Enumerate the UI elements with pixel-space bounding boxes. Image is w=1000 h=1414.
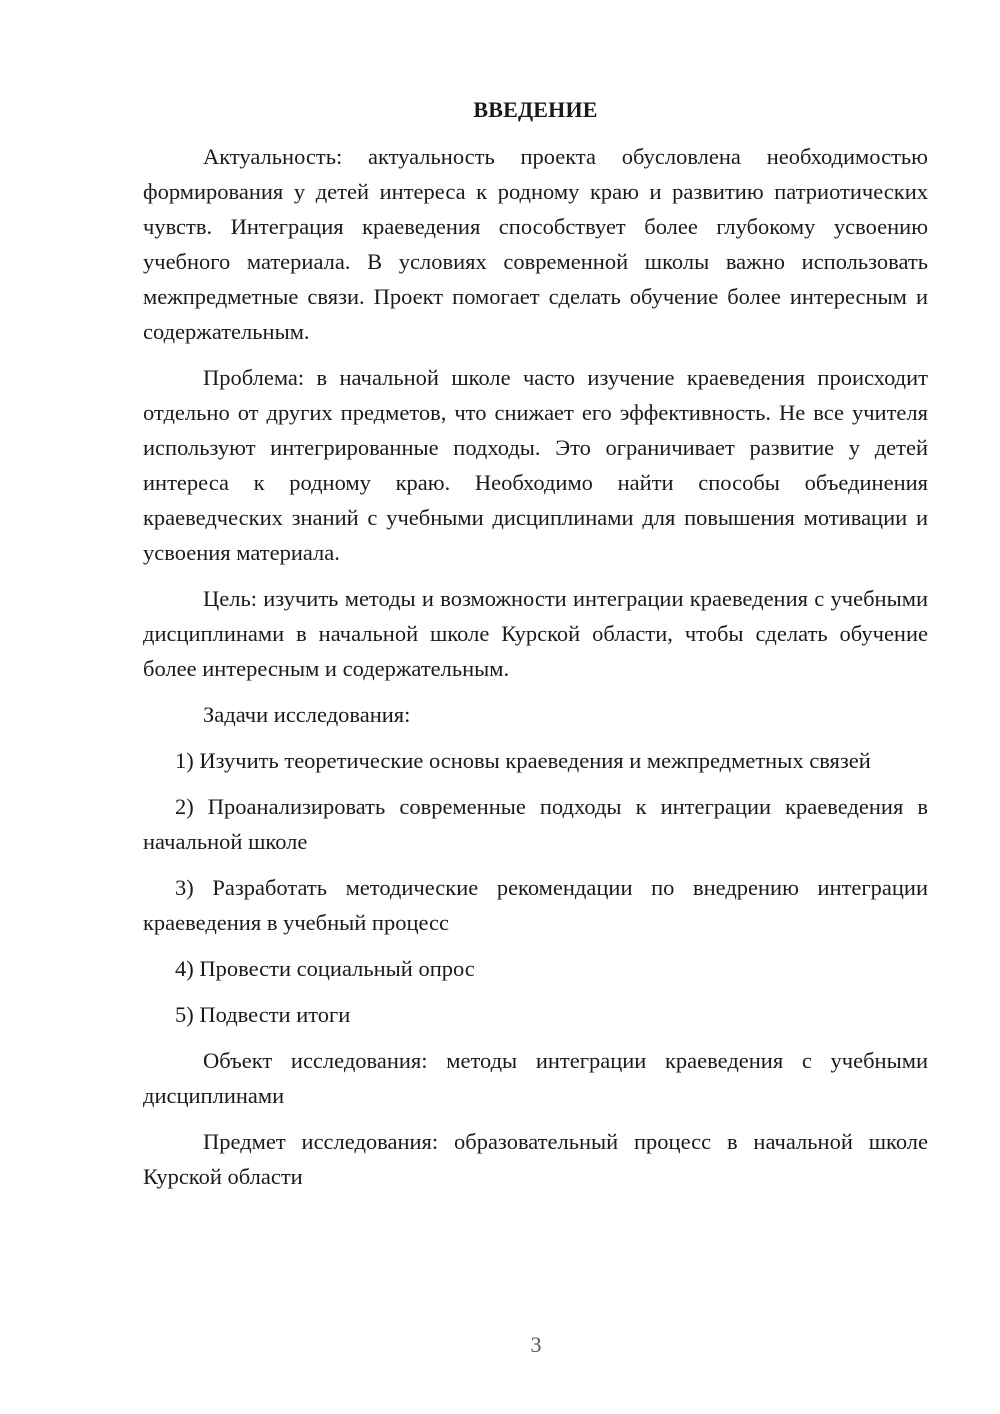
task-item: 3) Разработать методические рекомендации по внедрению интеграции краеведения в учебный процесс — [143, 875, 928, 935]
research-subject-paragraph: Предмет исследования: образовательный процесс в начальной школе Курской области — [143, 1129, 928, 1189]
page-title: ВВЕДЕНИЕ — [473, 97, 598, 122]
task-item: 5) Подвести итоги — [175, 1002, 351, 1027]
goal-paragraph: Цель: изучить методы и возможности интеграции краеведения с учебными дисциплинами в начальной школе Курской области, чтобы сделать обучение более интересным и содержательным. — [143, 586, 928, 681]
research-object-paragraph: Объект исследования: методы интеграции краеведения с учебными дисциплинами — [143, 1048, 928, 1108]
relevance-paragraph: Актуальность: актуальность проекта обусловлена необходимостью формирования у детей интереса к родному краю и развитию патриотических чувств. Интеграция краеведения способствует более глубокому усвоению учебного материала. В условиях современной школы важно использовать межпредметные связи. Проект помогает сделать обучение более интересным и содержательным. — [143, 144, 928, 344]
page-content — [143, 92, 928, 1205]
tasks-list — [143, 743, 928, 1032]
task-item: 4) Провести социальный опрос — [175, 956, 475, 981]
page-number: 3 — [530, 1332, 542, 1357]
tasks-heading: Задачи исследования: — [203, 702, 411, 727]
problem-paragraph: Проблема: в начальной школе часто изучение краеведения происходит отдельно от других предметов, что снижает его эффективность. Не все учителя используют интегрированные подходы. Это ограничивает развитие у детей интереса к родному краю. Необходимо найти способы объединения краеведческих знаний с учебными дисциплинами для повышения мотивации и усвоения материала. — [143, 365, 928, 565]
task-item: 1) Изучить теоретические основы краеведения и межпредметных связей — [175, 748, 871, 773]
task-item: 2) Проанализировать современные подходы к интеграции краеведения в начальной школе — [143, 794, 928, 854]
